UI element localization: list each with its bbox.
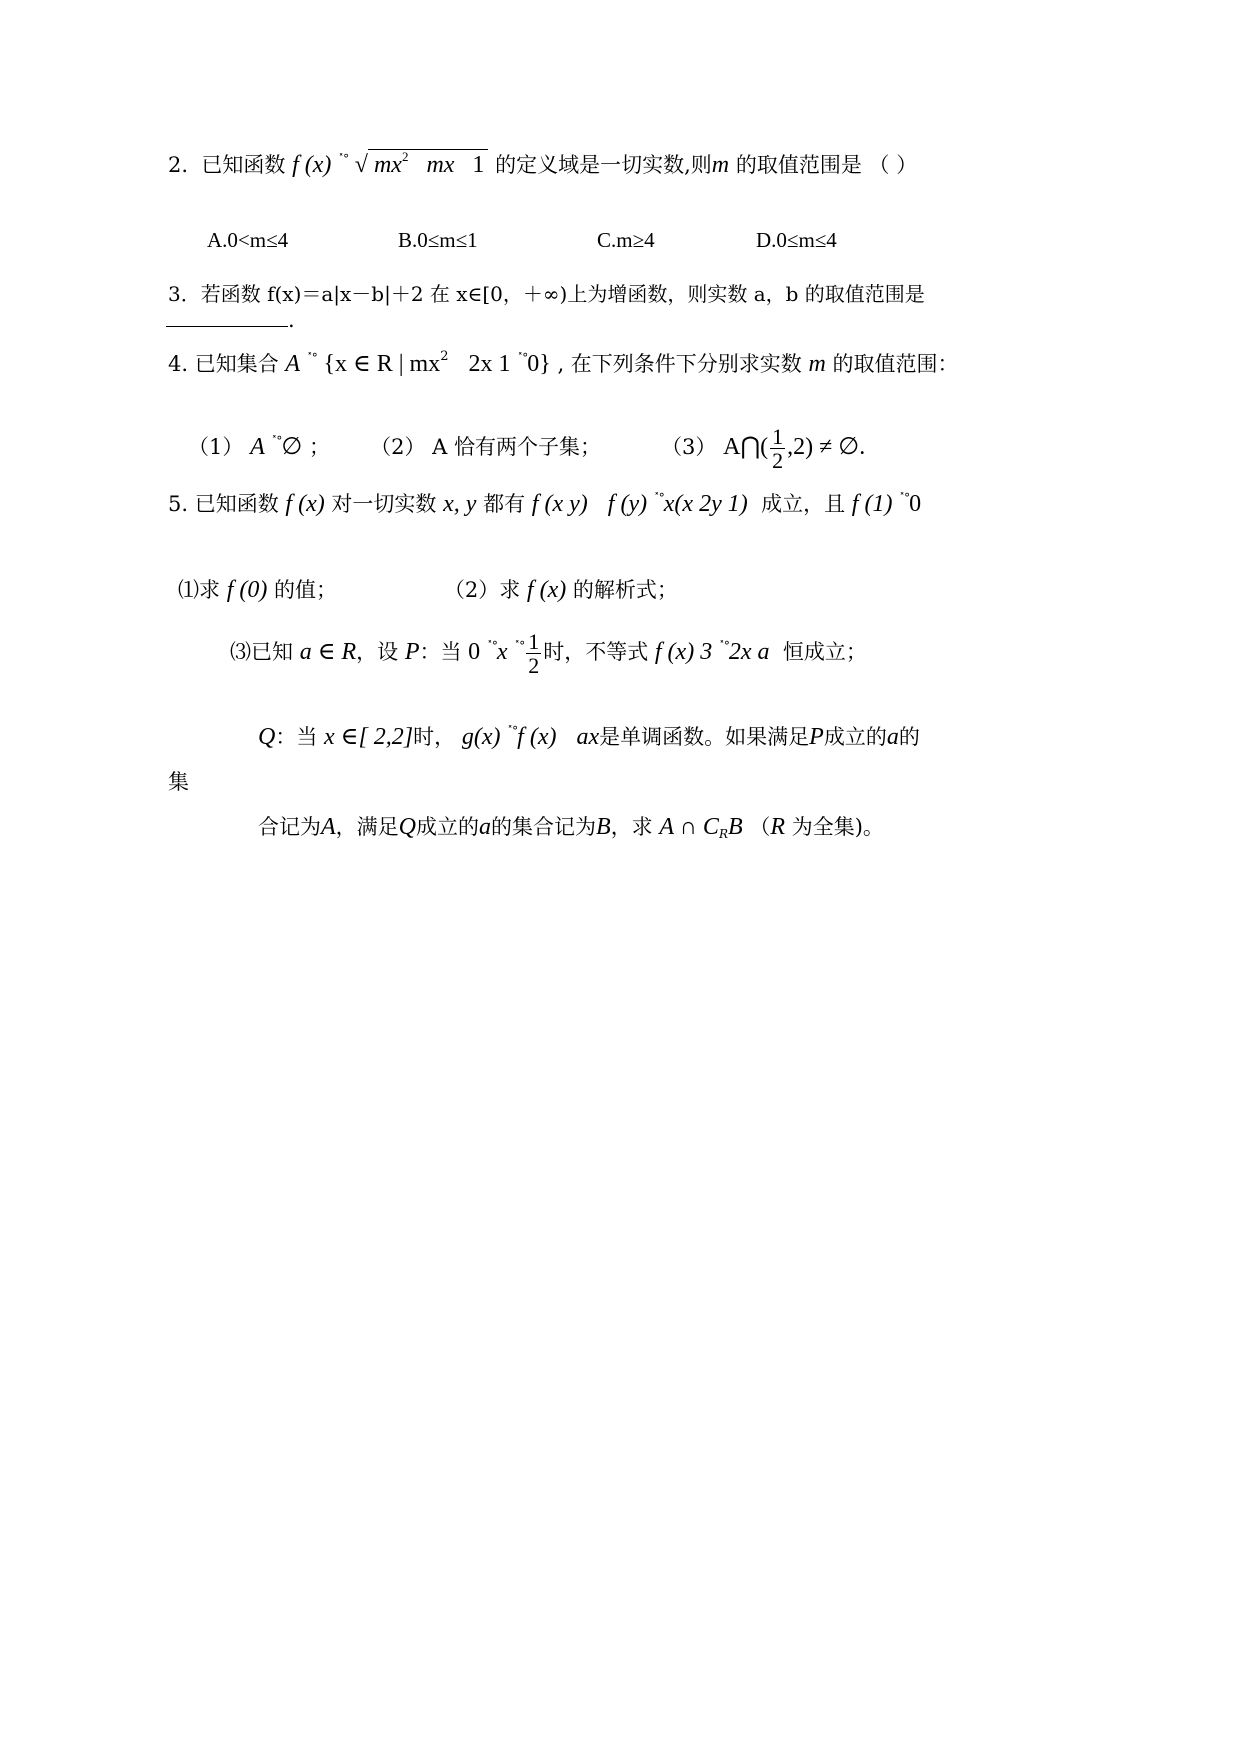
q5-p3-rhs: 2x a: [728, 639, 770, 666]
q2-line: [168, 150, 917, 177]
q5-l2-pre: 合记为: [258, 815, 321, 839]
q5-l2-expr: A ∩ C: [659, 814, 719, 840]
q5-l2-B2: B: [728, 814, 743, 840]
q2-tail2: 的取值范围是: [735, 153, 862, 177]
q4-line: [168, 350, 959, 376]
q5-q-garbled-eq: ˟°: [507, 724, 518, 738]
q5-q-fx: f (x): [517, 724, 557, 750]
q4-garbled-eq: ˟°: [306, 351, 317, 365]
q5-l2-paren: （: [749, 815, 771, 839]
q4-p1-label: （1）: [188, 435, 244, 460]
q2-radicand-term2: mx: [426, 152, 455, 178]
q4-var: m: [808, 351, 826, 377]
q4-exp: 2: [440, 349, 449, 364]
q5-rhs: x(x 2y 1): [663, 491, 748, 517]
q5-p2-end: 的解析式；: [572, 578, 678, 602]
q2-choice-d: D.0≤m≤4: [756, 228, 837, 252]
q2-fx: f (x): [292, 152, 332, 178]
q5-f1: f (1): [851, 491, 893, 517]
q4-p3-post: ,2) ≠ ∅.: [787, 434, 866, 461]
q4-frac-den: 2: [772, 448, 784, 474]
q5-l2-mid4: ，求: [610, 815, 653, 839]
q5-p1-end: 的值；: [274, 578, 338, 602]
q5-p3-fx: f (x) 3: [654, 639, 713, 666]
q5-l2-mid3: 的集合记为: [491, 815, 597, 839]
q4-tail: , 在下列条件下分别求实数: [557, 352, 802, 376]
q4-set-open: {x ∈ R | mx: [323, 351, 441, 377]
q5-p3-line: [230, 630, 867, 677]
q3-line: [168, 284, 925, 304]
q2-sqrt: √ $mx^2$ mx 1: [355, 152, 489, 178]
q5-q-a: a: [886, 724, 899, 750]
q5-lead: 5. 已知函数: [168, 492, 279, 516]
q5-p3-fraction: [526, 630, 541, 677]
q3-answer-blank: [166, 306, 288, 327]
q5-q-wrap: 集: [168, 770, 189, 794]
q3-end: .: [288, 308, 295, 332]
q4-set-close: 0}: [527, 351, 551, 377]
q5-fx: f (x): [285, 491, 325, 517]
q5-p3-mid2: ：当: [419, 640, 462, 665]
q5-vars: x, y: [443, 491, 477, 517]
q5-l2-R: R: [770, 814, 786, 840]
q2-radicand-term1: mx: [373, 152, 402, 178]
q5-q-tail2: 成立的: [823, 725, 887, 749]
q2-radicand-term3: 1: [472, 152, 485, 178]
q2-paren: （ ）: [868, 153, 918, 177]
q5-q-label: Q: [258, 724, 276, 750]
q5-q-tail: 是单调函数。如果满足: [599, 725, 810, 749]
q2-choice-c: C.m≥4: [597, 228, 655, 252]
q5-p3-mid3: 时，不等式: [543, 640, 649, 665]
q5-q-gx: g(x): [461, 724, 501, 750]
q4-tail2: 的取值范围：: [832, 352, 959, 376]
q5-lhs: f (x y): [531, 491, 588, 517]
q2-tail: 的定义域是一切实数,则: [495, 153, 712, 177]
q5-garbled-eq2: ˟°: [899, 491, 910, 505]
q5-q-line: [258, 725, 920, 749]
q4-p3-label: （3）: [661, 435, 717, 460]
q2-choice-a: A.0<m≤4: [207, 228, 289, 252]
q5-q-ax: ax: [576, 724, 600, 750]
q5-q-line2: [258, 815, 884, 840]
q5-mid: 对一切实数: [331, 492, 437, 516]
q5-lhs2: f (y): [607, 491, 648, 517]
q5-q-mid2: 时，: [413, 725, 456, 749]
q5-p3-a: a ∈ R: [299, 639, 357, 666]
q5-p2-label: （2）求: [443, 578, 521, 602]
q4-set-mid: 2x 1: [468, 351, 511, 377]
q3-text: 3．若函数 f(x)＝a|x－b|＋2 在 x∈[0，＋∞)上为增函数，则实数 a，b 的取值范围是: [168, 282, 925, 306]
q5-frac-den: 2: [528, 653, 540, 679]
q2-garbled-eq: ˟°: [338, 152, 349, 166]
q4-parts-line: [188, 425, 865, 472]
q4-lead: 4. 已知集合: [168, 352, 279, 376]
q4-p1-end: ；: [309, 435, 331, 460]
q5-p3-garbled-gt: ˟°: [718, 639, 729, 654]
q5-frac-num: 1: [528, 629, 540, 654]
q5-p3-p: P: [404, 639, 420, 666]
q5-l2-sub: R: [718, 827, 728, 841]
q5-p3-mid: ，设: [356, 640, 399, 665]
q5-tail: 成立，且: [761, 492, 846, 516]
q4-garbled-eq2: ˟°: [517, 351, 528, 365]
q5-p3-x: x: [496, 639, 508, 666]
q4-p3-fraction: [770, 425, 785, 472]
q5-zero: 0: [909, 491, 922, 517]
q5-p3-garbled-lt2: ˟°: [514, 639, 525, 654]
q5-p2-fx: f (x): [526, 577, 567, 603]
q5-p3-garbled-lt: ˟°: [486, 639, 497, 654]
q2-choice-b: B.0≤m≤1: [398, 228, 478, 252]
q5-l2-B: B: [596, 814, 611, 840]
q2-var: m: [711, 152, 730, 178]
q5-p3-end: 恒成立；: [782, 640, 867, 665]
q4-p1-empty: ∅: [281, 434, 303, 461]
q4-p1-a: A: [250, 434, 265, 461]
q5-q-mid: ：当: [275, 725, 318, 749]
q4-p3-pre: A⋂(: [723, 434, 769, 461]
q5-garbled-eq: ˟°: [653, 491, 664, 505]
q5-l2-A: A: [321, 814, 336, 840]
q5-l2-Q: Q: [398, 814, 417, 840]
q5-l2-end: 为全集)。: [791, 815, 884, 839]
q4-frac-num: 1: [772, 424, 784, 449]
q5-l2-mid2: 成立的: [416, 815, 480, 839]
q4-p2-label: （2）: [370, 435, 426, 460]
q3-blank-line: [166, 306, 295, 331]
q2-radicand-exp: 2: [401, 149, 409, 164]
q5-parts-line: [178, 578, 678, 602]
q5-l2-mid: ，满足: [335, 815, 399, 839]
q4-p2-text: A 恰有两个子集；: [432, 435, 601, 460]
q5-mid2: 都有: [483, 492, 526, 516]
q5-l2-a: a: [479, 814, 492, 840]
q5-q-p: P: [809, 724, 824, 750]
q5-line: [168, 492, 921, 516]
q2-number: 2.: [168, 153, 189, 177]
q4-p1-garbled: ˟°: [271, 434, 282, 449]
q5-p3-zero: 0: [468, 639, 481, 666]
q5-q-cond: x ∈[ 2,2]: [324, 724, 414, 750]
q5-p1-label: ⑴求: [178, 578, 220, 602]
q5-q-tail3: 的: [898, 725, 920, 749]
q2-lead: 已知函数: [201, 153, 286, 177]
q5-p1-f0: f (0): [226, 577, 268, 603]
q5-p3-label: ⑶已知: [230, 640, 293, 665]
q4-set-a: A: [285, 351, 301, 377]
